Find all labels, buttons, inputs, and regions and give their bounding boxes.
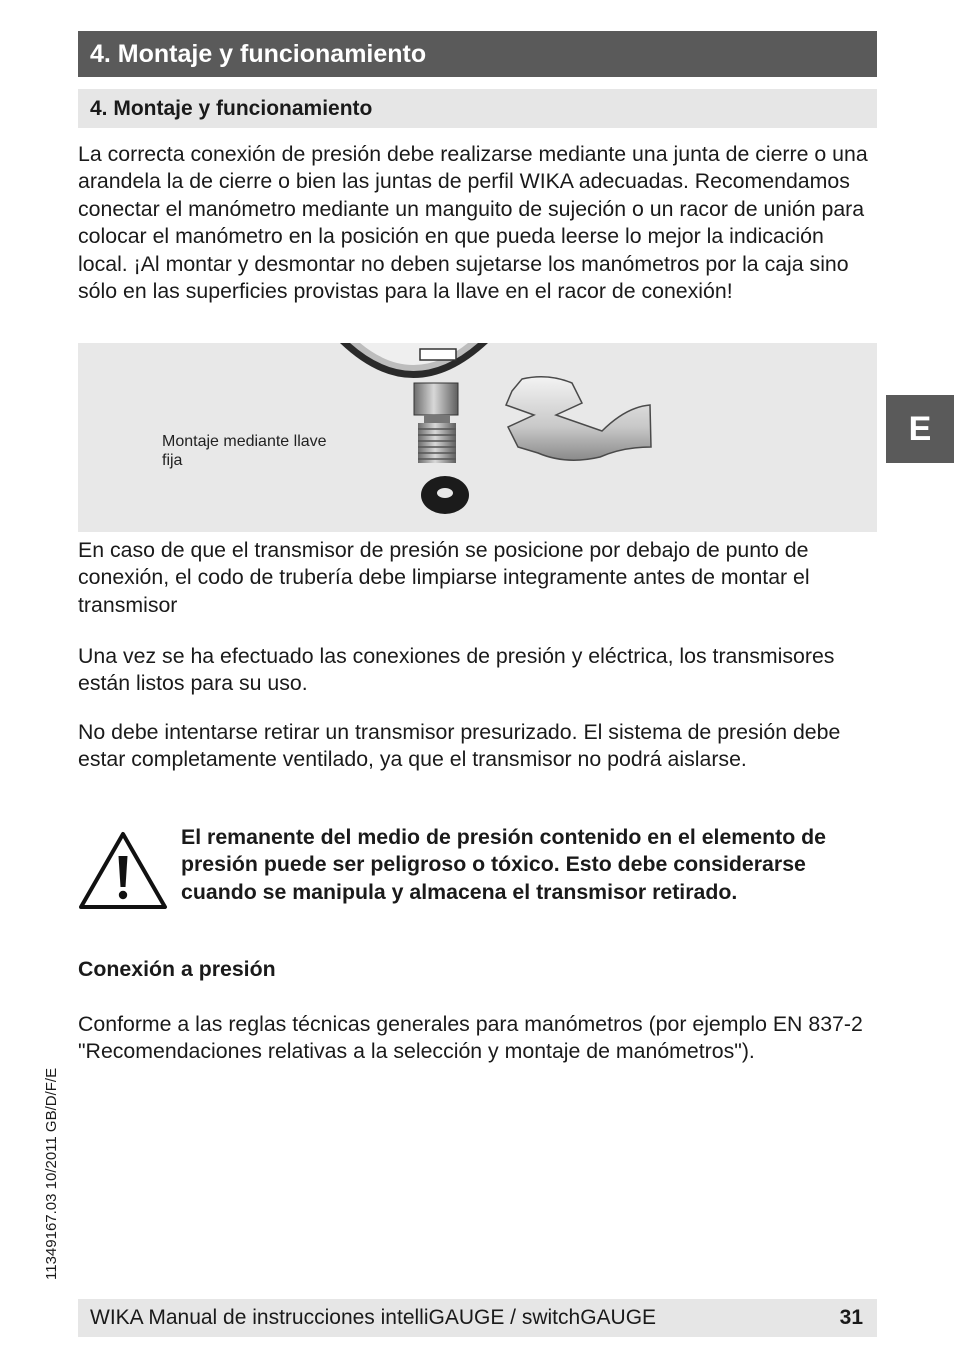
mounting-figure bbox=[78, 343, 877, 532]
document-code: 11349167.03 10/2011 GB/D/F/E bbox=[43, 1067, 60, 1280]
section-heading: 4. Montaje y funcionamiento bbox=[78, 89, 877, 128]
chapter-heading: 4. Montaje y funcionamiento bbox=[78, 31, 877, 77]
pressure-connection-text: Conforme a las reglas técnicas generales para manómetros (por ejemplo EN 837-2 "Recomendaciones relativas a la selección y montaje de manómetros"). bbox=[78, 1012, 863, 1064]
paragraph-ready: Una vez se ha efectuado las conexiones de presión y eléctrica, los transmisores están listos para su uso. bbox=[78, 644, 835, 696]
paragraph-below-position: En caso de que el transmisor de presión se posicione por debajo de punto de conexión, el codo de trubería debe limpiarse integramente antes de montar el transmisor bbox=[78, 538, 810, 617]
language-tab: E bbox=[886, 395, 954, 463]
warning-triangle-icon bbox=[77, 830, 169, 910]
footer-title: WIKA Manual de instrucciones intelliGAUGE / switchGAUGE bbox=[90, 1306, 657, 1329]
figure-caption: Montaje mediante llave fija bbox=[162, 433, 327, 469]
warning-text: El remanente del medio de presión contenido en el elemento de presión puede ser peligroso o tóxico. Esto debe considerarse cuando se manipula y almacena el transmisor retirado. bbox=[181, 825, 826, 904]
footer bbox=[78, 1299, 877, 1337]
paragraph-pressurized: No debe intentarse retirar un transmisor presurizado. El sistema de presión debe estar completamente ventilado, ya que el transmisor no podrá aislarse. bbox=[78, 720, 841, 772]
page-number: 31 bbox=[839, 1306, 863, 1329]
pressure-connection-heading: Conexión a presión bbox=[78, 957, 276, 981]
intro-paragraph: La correcta conexión de presión debe realizarse mediante una junta de cierre o una arandela la de cierre o bien las juntas de perfil WIKA adecuadas. Recomendamos conectar el manómetro mediante un manguito de sujeción o un racor de unión para colocar el manómetro en la posición en que pueda leerse lo mejor la indicación local. ¡Al montar y desmontar no deben sujetarse los manómetros por la caja sino sólo en las superficies provistas para la llave en el racor de conexión! bbox=[78, 142, 868, 304]
